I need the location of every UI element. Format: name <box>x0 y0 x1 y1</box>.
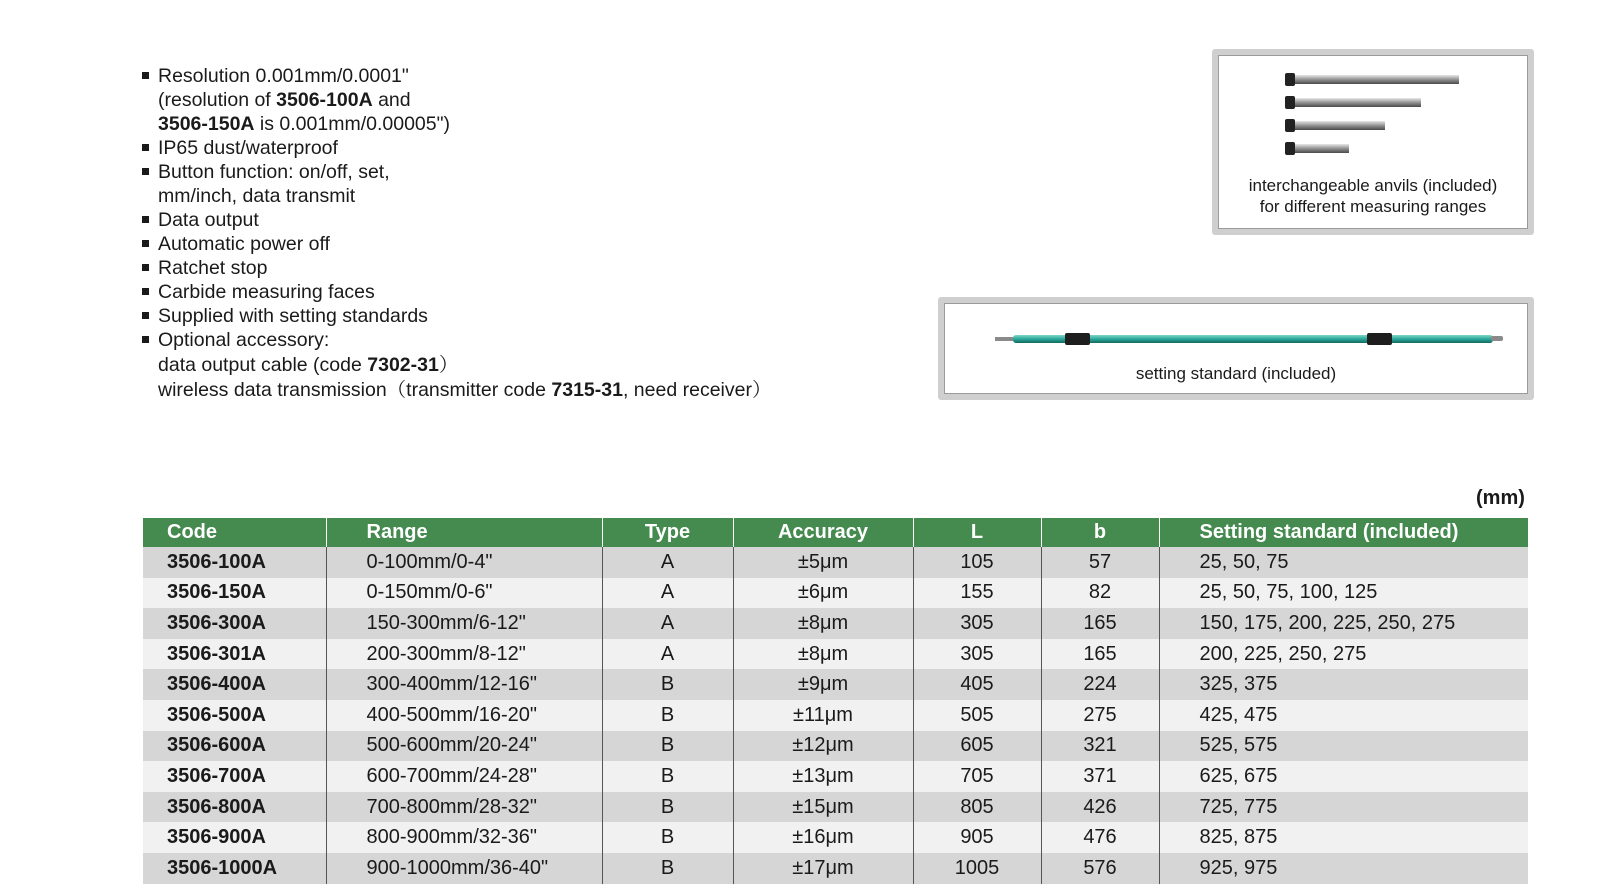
cell-code: 3506-301A <box>143 639 326 670</box>
column-header-code: Code <box>143 518 326 547</box>
cell-code: 3506-100A <box>143 547 326 578</box>
anvils-caption-line-2: for different measuring ranges <box>1259 197 1487 216</box>
feature-carbide <box>140 280 860 304</box>
cell-type: B <box>602 822 733 853</box>
feature-optional-accessory <box>140 328 860 403</box>
cell-range: 200-300mm/8-12" <box>326 639 602 670</box>
cell-setting-standard: 725, 775 <box>1159 792 1528 823</box>
resolution-text: (resolution of <box>158 89 277 111</box>
cell-b: 165 <box>1041 639 1159 670</box>
cell-setting-standard: 25, 50, 75 <box>1159 547 1528 578</box>
cell-code: 3506-500A <box>143 700 326 731</box>
cell-code: 3506-150A <box>143 578 326 609</box>
cell-range: 900-1000mm/36-40" <box>326 853 602 884</box>
cell-type: B <box>602 792 733 823</box>
cell-range: 300-400mm/12-16" <box>326 669 602 700</box>
setting-standard-panel <box>944 303 1528 394</box>
feature-text: mm/inch, data transmit <box>158 185 356 207</box>
cell-range: 0-100mm/0-4" <box>326 547 602 578</box>
cell-l: 905 <box>913 822 1041 853</box>
resolution-text: is 0.001mm/0.00005") <box>254 113 451 135</box>
table-header-row <box>143 518 1528 547</box>
table-row <box>143 731 1528 762</box>
column-header-l: L <box>913 518 1041 547</box>
cell-l: 805 <box>913 792 1041 823</box>
table-row <box>143 822 1528 853</box>
cell-b: 82 <box>1041 578 1159 609</box>
cell-range: 600-700mm/24-28" <box>326 761 602 792</box>
cell-accuracy: ±17μm <box>733 853 913 884</box>
anvil-medium-long <box>1285 96 1421 109</box>
model-code: 3506-100A <box>276 89 373 111</box>
cell-setting-standard: 925, 975 <box>1159 853 1528 884</box>
cell-type: A <box>602 547 733 578</box>
cell-b: 371 <box>1041 761 1159 792</box>
cell-l: 1005 <box>913 853 1041 884</box>
optional-wireless <box>158 378 860 403</box>
feature-text: Automatic power off <box>158 233 330 255</box>
feature-auto-power-off <box>140 232 860 256</box>
cell-type: B <box>602 669 733 700</box>
table-row <box>143 700 1528 731</box>
feature-text: Ratchet stop <box>158 257 268 279</box>
cell-range: 150-300mm/6-12" <box>326 608 602 639</box>
cell-type: B <box>602 700 733 731</box>
model-code: 3506-150A <box>158 113 255 135</box>
column-header-setting-standard: Setting standard (included) <box>1159 518 1528 547</box>
cell-accuracy: ±6μm <box>733 578 913 609</box>
cell-accuracy: ±5μm <box>733 547 913 578</box>
cell-setting-standard: 325, 375 <box>1159 669 1528 700</box>
cell-code: 3506-600A <box>143 731 326 762</box>
cell-code: 3506-1000A <box>143 853 326 884</box>
feature-button-function <box>140 160 860 208</box>
column-header-type: Type <box>602 518 733 547</box>
unit-label: (mm) <box>1476 487 1525 509</box>
feature-ratchet-stop <box>140 256 860 280</box>
cell-type: B <box>602 761 733 792</box>
cell-accuracy: ±8μm <box>733 608 913 639</box>
table-row <box>143 761 1528 792</box>
cell-code: 3506-800A <box>143 792 326 823</box>
column-header-b: b <box>1041 518 1159 547</box>
cell-range: 700-800mm/28-32" <box>326 792 602 823</box>
feature-text: Button function: on/off, set, <box>158 161 390 183</box>
cell-code: 3506-900A <box>143 822 326 853</box>
anvils-caption-line-1: interchangeable anvils (included) <box>1248 176 1498 195</box>
cell-b: 576 <box>1041 853 1159 884</box>
table-row <box>143 669 1528 700</box>
cell-code: 3506-300A <box>143 608 326 639</box>
resolution-line-3 <box>158 112 860 136</box>
column-header-accuracy: Accuracy <box>733 518 913 547</box>
cell-l: 105 <box>913 547 1041 578</box>
cell-type: B <box>602 731 733 762</box>
feature-text: data output cable (code <box>158 354 368 376</box>
feature-list <box>140 64 860 403</box>
feature-text: Carbide measuring faces <box>158 281 375 303</box>
table-row <box>143 639 1528 670</box>
cell-range: 0-150mm/0-6" <box>326 578 602 609</box>
cell-b: 165 <box>1041 608 1159 639</box>
cell-accuracy: ±15μm <box>733 792 913 823</box>
resolution-text: and <box>372 89 411 111</box>
cell-l: 155 <box>913 578 1041 609</box>
optional-cable <box>158 353 860 378</box>
cell-type: B <box>602 853 733 884</box>
cell-accuracy: ±11μm <box>733 700 913 731</box>
feature-data-output <box>140 208 860 232</box>
feature-supplied <box>140 304 860 328</box>
feature-text: Data output <box>158 209 259 231</box>
cell-accuracy: ±16μm <box>733 822 913 853</box>
cell-range: 500-600mm/20-24" <box>326 731 602 762</box>
accessory-code: 7315-31 <box>551 379 623 401</box>
table-row <box>143 608 1528 639</box>
feature-text: Supplied with setting standards <box>158 305 428 327</box>
cell-range: 800-900mm/32-36" <box>326 822 602 853</box>
cell-code: 3506-400A <box>143 669 326 700</box>
feature-resolution <box>140 64 860 136</box>
anvils-illustration <box>1219 56 1525 166</box>
resolution-line-1: Resolution 0.001mm/0.0001" <box>158 65 409 87</box>
anvils-panel <box>1218 55 1528 229</box>
setting-standard-caption: setting standard (included) <box>1135 364 1337 383</box>
cell-b: 57 <box>1041 547 1159 578</box>
table-body <box>143 547 1528 884</box>
cell-code: 3506-700A <box>143 761 326 792</box>
spec-table <box>143 518 1528 884</box>
setting-standard-image-box <box>938 297 1534 400</box>
cell-l: 505 <box>913 700 1041 731</box>
resolution-line-2 <box>158 88 860 112</box>
cell-type: A <box>602 578 733 609</box>
cell-range: 400-500mm/16-20" <box>326 700 602 731</box>
table-row <box>143 547 1528 578</box>
table-row <box>143 792 1528 823</box>
cell-l: 405 <box>913 669 1041 700</box>
feature-text: wireless data transmission（transmitter code <box>158 379 552 401</box>
cell-l: 305 <box>913 639 1041 670</box>
feature-text: ） <box>438 354 459 376</box>
cell-b: 275 <box>1041 700 1159 731</box>
anvils-caption <box>1219 175 1527 217</box>
cell-b: 426 <box>1041 792 1159 823</box>
cell-setting-standard: 425, 475 <box>1159 700 1528 731</box>
cell-setting-standard: 625, 675 <box>1159 761 1528 792</box>
anvil-medium <box>1285 119 1385 132</box>
cell-accuracy: ±9μm <box>733 669 913 700</box>
cell-l: 705 <box>913 761 1041 792</box>
cell-setting-standard: 200, 225, 250, 275 <box>1159 639 1528 670</box>
cell-b: 321 <box>1041 731 1159 762</box>
accessory-code: 7302-31 <box>367 354 439 376</box>
cell-accuracy: ±13μm <box>733 761 913 792</box>
cell-accuracy: ±12μm <box>733 731 913 762</box>
table-row <box>143 853 1528 884</box>
optional-heading: Optional accessory: <box>158 329 330 351</box>
cell-accuracy: ±8μm <box>733 639 913 670</box>
column-header-range: Range <box>326 518 602 547</box>
cell-type: A <box>602 639 733 670</box>
anvils-image-box <box>1212 49 1534 235</box>
setting-standard-rod <box>945 304 1525 364</box>
anvil-long <box>1285 73 1459 86</box>
cell-l: 605 <box>913 731 1041 762</box>
anvil-short <box>1285 142 1349 155</box>
cell-setting-standard: 25, 50, 75, 100, 125 <box>1159 578 1528 609</box>
feature-ip65 <box>140 136 860 160</box>
table-row <box>143 578 1528 609</box>
cell-b: 224 <box>1041 669 1159 700</box>
cell-type: A <box>602 608 733 639</box>
cell-setting-standard: 150, 175, 200, 225, 250, 275 <box>1159 608 1528 639</box>
cell-setting-standard: 825, 875 <box>1159 822 1528 853</box>
feature-text: , need receiver） <box>622 379 772 401</box>
cell-setting-standard: 525, 575 <box>1159 731 1528 762</box>
feature-text: IP65 dust/waterproof <box>158 137 338 159</box>
cell-b: 476 <box>1041 822 1159 853</box>
cell-l: 305 <box>913 608 1041 639</box>
